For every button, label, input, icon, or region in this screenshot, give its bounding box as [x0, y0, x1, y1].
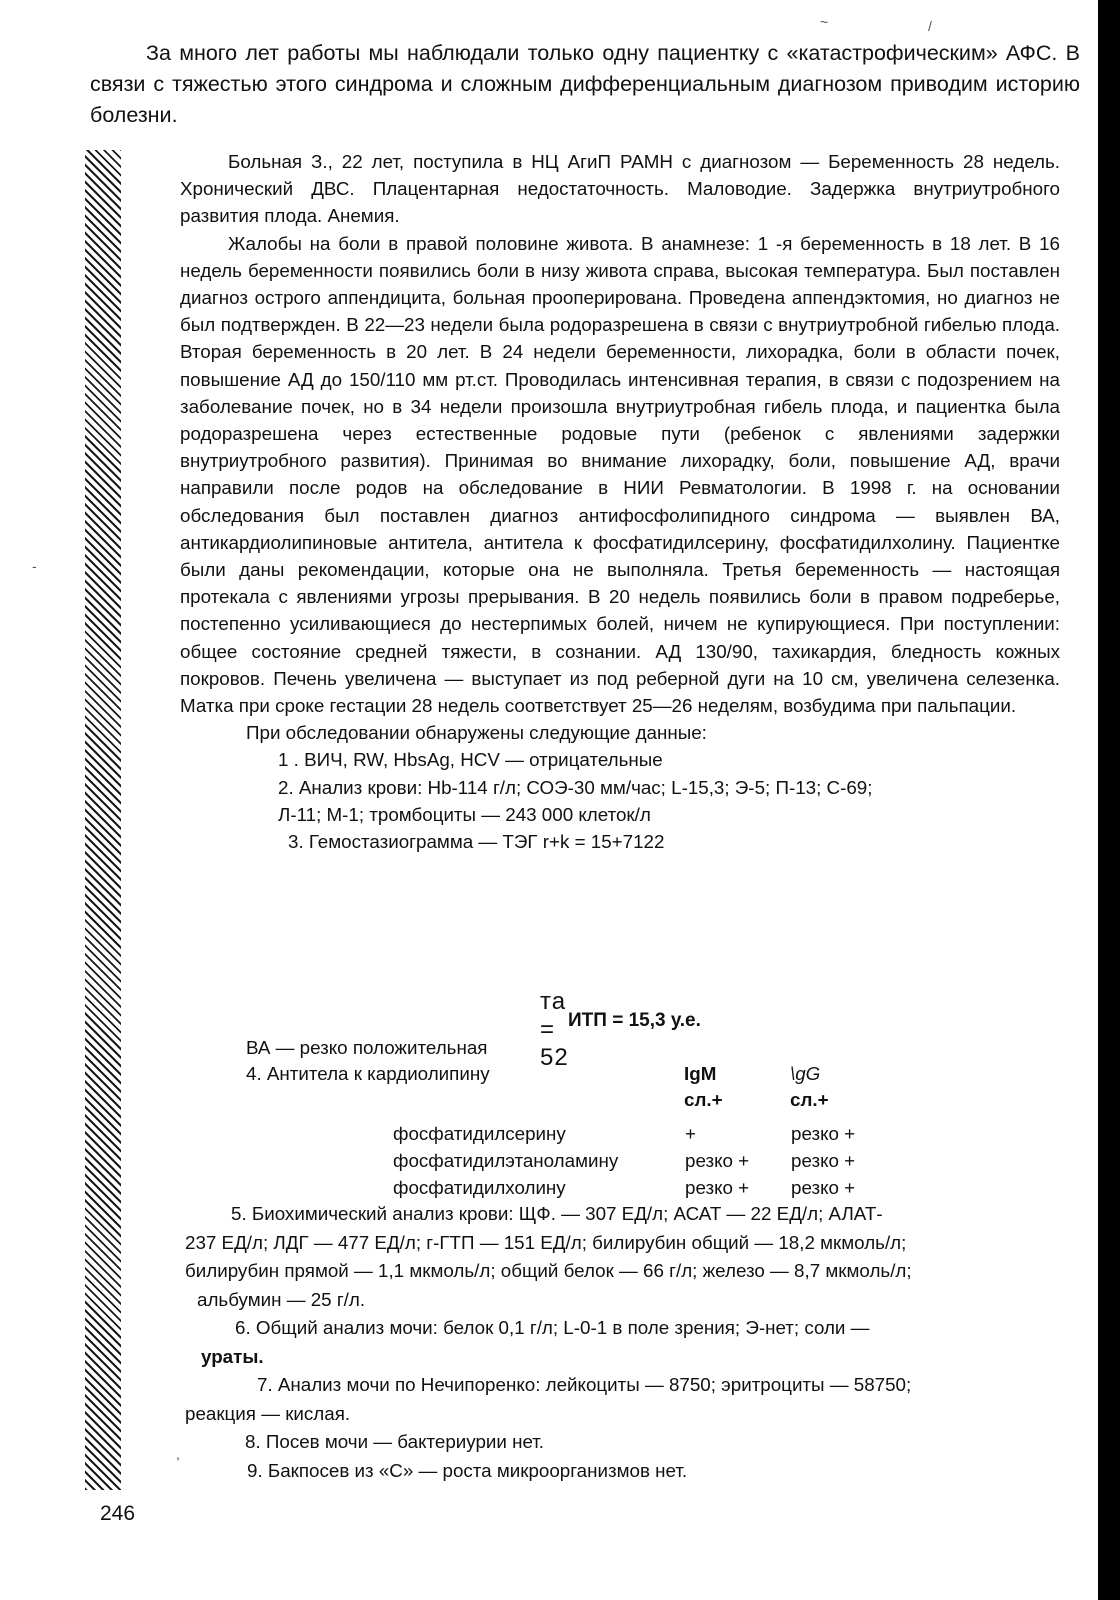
- scan-speck: ,: [176, 1446, 180, 1462]
- finding-5-line-1: 5. Биохимический анализ крови: ЩФ. — 307 ЕД/л; АСАТ — 22 ЕД/л; АЛАТ-: [231, 1203, 883, 1224]
- igm-header: IgM: [684, 1063, 717, 1084]
- finding-6-line-2: ураты.: [201, 1345, 264, 1367]
- finding-8: 8. Посев мочи — бактериурии нет.: [245, 1431, 545, 1452]
- intro-text: За много лет работы мы наблюдали только одну пациентку с «катастрофическим» АФС. В связи с тяжестью этого синдрома и сложным дифференциальным диагнозом приводим историю болезни.: [90, 41, 1080, 127]
- finding-2b: Л-11; М-1; тромбоциты — 243 000 клеток/л: [278, 803, 651, 825]
- igm-value: резко +: [685, 1150, 750, 1171]
- finding-5-line-3: билирубин прямой — 1,1 мкмоль/л; общий белок — 66 г/л; железо — 8,7 мкмоль/л;: [185, 1260, 912, 1281]
- antibody-name: фосфатидилсерину: [393, 1123, 566, 1144]
- igm-value: +: [685, 1123, 696, 1144]
- scan-edge-border: [1098, 0, 1120, 1600]
- finding-1: 1 . ВИЧ, RW, HbsAg, HCV — отрицательные: [278, 749, 663, 771]
- igg-value: резко +: [791, 1177, 856, 1198]
- scan-margin-hatching: [85, 150, 121, 1490]
- igm-value: резко +: [685, 1177, 750, 1198]
- case-history: [180, 148, 1060, 855]
- antibody-row: [393, 1177, 855, 1199]
- scan-speck: ~: [820, 14, 829, 30]
- case-paragraph-2: Жалобы на боли в правой половине живота. В анамнезе: 1 -я беременность в 18 лет. В 16 недель беременности появились боли в низу живота справа, высокая температура. Был поставлен диагноз острого аппендицита, больная прооперирована. Проведена аппендэктомия, но диагноз не был подтвержден. В 22—23 недели была родоразрешена в связи с внутриутробной гибелью плода. Вторая беременность в 20 лет. В 24 недели беременности, лихорадка, боли в области почек, повышение АД до 150/110 мм рт.ст. Проводилась интенсивная терапия, в связи с подозрением на заболевание почек, но в 34 недели произошла внутриутробная гибель плода, и пациентка была родоразрешена через естественные родовые пути (ребенок с явлениями задержки внутриутробного развития). Принимая во внимание лихорадку, боли, повышение АД, врачи направили после родов на обследование в НИИ Ревматологии. В 1998 г. на основании обследования был поставлен диагноз антифосфолипидного синдрома — выявлен ВА, антикардиолипиновые антитела, антитела к фосфатидилсерину, фосфатидилхолину. Пациентке были даны рекомендации, которые она не выполняла. Третья беременность — настоящая протекала с явлениями угрозы прерывания. В 20 недель появились боли в правом подреберье, постепенно усиливающиеся до нестерпимых болей, ничем не купирующиеся. При поступлении: общее состояние средней тяжести, в сознании. АД 130/90, тахикардия, бледность кожных покровов. Печень увеличена — выступает из под реберной дуги на 10 см, увеличена селезенка. Матка при сроке гестации 28 недель соответствует 25—26 неделям, возбудима при пальпации.: [180, 232, 1060, 717]
- formula-itp: ИТП = 15,3 у.е.: [568, 1010, 701, 1031]
- antibodies-title: 4. Антитела к кардиолипину: [246, 1063, 490, 1084]
- finding-5-line-4: альбумин — 25 г/л.: [197, 1288, 366, 1310]
- igg-header: \gG: [790, 1063, 821, 1084]
- finding-7-line-1: 7. Анализ мочи по Нечипоренко: лейкоциты — 8750; эритроциты — 58750;: [257, 1374, 912, 1395]
- page-number: 246: [100, 1502, 136, 1525]
- antibody-row: [393, 1123, 855, 1145]
- antibody-name: фосфатидилхолину: [393, 1177, 566, 1198]
- igg-value: резко +: [791, 1123, 856, 1144]
- case-paragraph-1: Больная З., 22 лет, поступила в НЦ АгиП РАМН с диагнозом — Беременность 28 недель. Хронический ДВС. Плацентарная недостаточность. Маловодие. Задержка внутриутробного развития плода. Анемия.: [180, 151, 1060, 227]
- scan-speck: /: [928, 18, 932, 34]
- finding-2a: 2. Анализ крови: Hb-114 г/л; СОЭ-30 мм/час; L-15,3; Э-5; П-13; С-69;: [278, 776, 873, 798]
- antibody-name: фосфатидилэтаноламину: [393, 1150, 619, 1171]
- finding-6-line-1: 6. Общий анализ мочи: белок 0,1 г/л; L-0-1 в поле зрения; Э-нет; соли —: [235, 1317, 870, 1338]
- antibody-row: [393, 1150, 855, 1172]
- igg-subheader: сл.+: [790, 1089, 829, 1110]
- formula-ta: та = 52: [540, 988, 569, 1071]
- igg-value: резко +: [791, 1150, 856, 1171]
- finding-5-line-2: 237 ЕД/л; ЛДГ — 477 ЕД/л; г-ГТП — 151 ЕД/л; билирубин общий — 18,2 мкмоль/л;: [185, 1231, 907, 1253]
- scan-speck: -: [32, 558, 37, 574]
- findings-intro: При обследовании обнаружены следующие данные:: [246, 722, 707, 744]
- further-findings: [185, 1200, 1065, 1485]
- finding-3: 3. Гемостазиограмма — ТЭГ r+k = 15+7122: [288, 831, 665, 853]
- finding-7-line-2: реакция — кислая.: [185, 1402, 351, 1424]
- lupus-anticoagulant-line: ВА — резко положительная: [246, 1037, 488, 1058]
- finding-9: 9. Бакпосев из «С» — роста микроорганизмов нет.: [247, 1459, 688, 1481]
- intro-paragraph: [90, 38, 1080, 131]
- igm-subheader: сл.+: [684, 1089, 723, 1110]
